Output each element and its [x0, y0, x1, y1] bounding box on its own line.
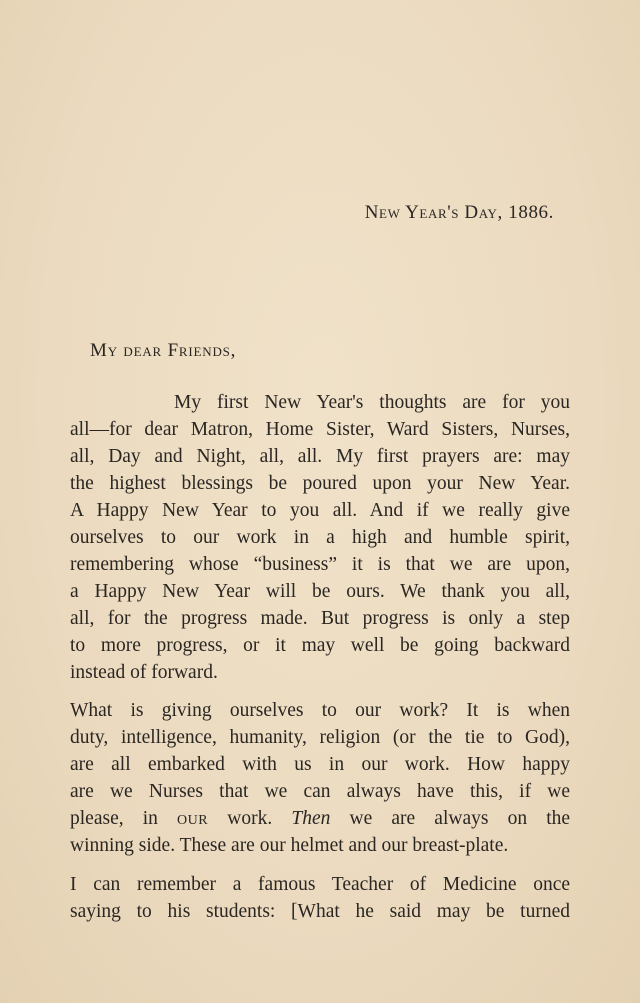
paragraph-1-line: all, Day and Night, all, all. My first prayers are: may — [70, 446, 570, 467]
paragraph-2-line: What is giving ourselves to our work? It is when — [70, 700, 570, 721]
paragraph-2-line: are we Nurses that we can always have this, if we — [70, 781, 570, 802]
paragraph-2-line: winning side. These are our helmet and our breast-plate. — [70, 835, 509, 856]
paragraph-3-line: I can remember a famous Teacher of Medicine once — [70, 874, 570, 895]
line-text: please, in — [70, 808, 158, 829]
salutation: My dear Friends, — [90, 340, 237, 361]
dateline: New Year's Day, 1886. — [364, 202, 554, 223]
paragraph-1-line: all—for dear Matron, Home Sister, Ward Sisters, Nurses, — [70, 419, 570, 440]
paragraph-2-line-emphasis — [70, 805, 570, 832]
paragraph-1-line: a Happy New Year will be ours. We thank you all, — [70, 581, 570, 602]
paragraph-1-line: the highest blessings be poured upon your New Year. — [70, 473, 570, 494]
paragraph-1-line: remembering whose “business” it is that we are upon, — [70, 554, 570, 575]
paragraph-3-line: saying to his students: [What he said may be turned — [70, 901, 570, 922]
small-caps-word: our — [177, 808, 209, 829]
paragraph-1-line: A Happy New Year to you all. And if we really give — [70, 500, 570, 521]
paragraph-1-line: ourselves to our work in a high and humble spirit, — [70, 527, 570, 548]
line-text: we are always on the — [349, 808, 571, 829]
italic-word: Then — [291, 808, 331, 829]
paragraph-2-line: duty, intelligence, humanity, religion (or the tie to God), — [70, 727, 570, 748]
paragraph-1-line: instead of forward. — [70, 662, 218, 683]
paragraph-1-line: to more progress, or it may well be going backward — [70, 635, 570, 656]
paragraph-1-line: My first New Year's thoughts are for you — [174, 392, 570, 413]
paragraph-1-line: all, for the progress made. But progress is only a step — [70, 608, 570, 629]
paragraph-2-line: are all embarked with us in our work. How happy — [70, 754, 570, 775]
line-text: work. — [227, 808, 273, 829]
